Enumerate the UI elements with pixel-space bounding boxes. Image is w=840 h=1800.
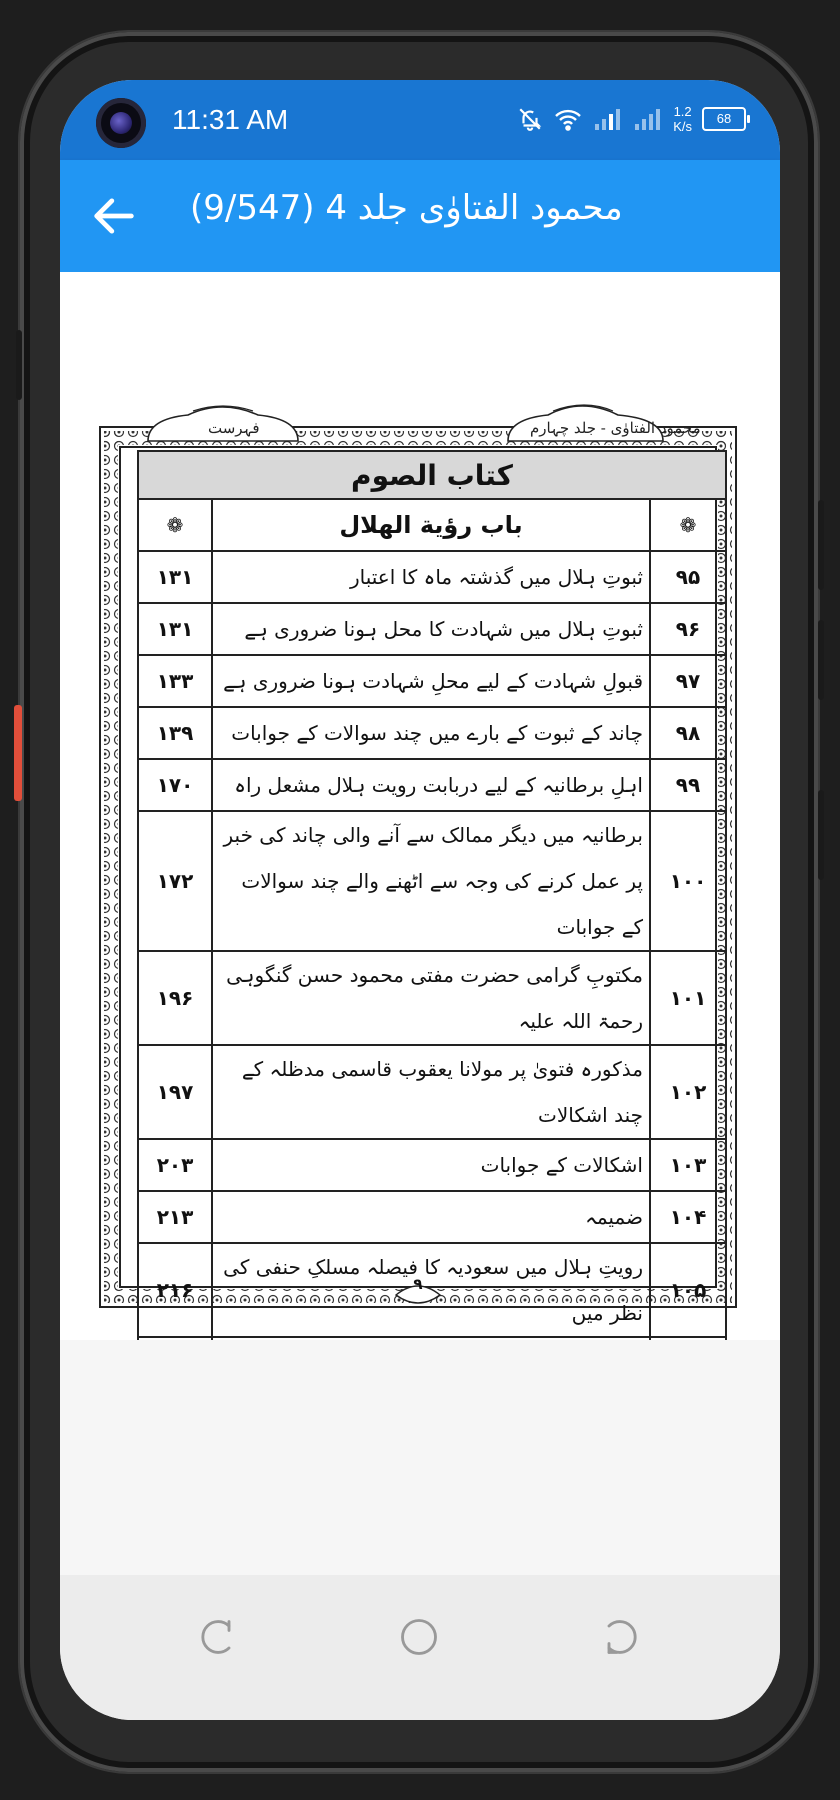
row-number: ۹۶ — [650, 603, 726, 655]
row-page: ۲۱۳ — [138, 1191, 212, 1243]
chapter-title: باب رؤية الهلال — [212, 499, 650, 551]
row-page: ۱۳۹ — [138, 707, 212, 759]
row-topic: مکتوبِ گرامی حضرت مفتی محمود حسن گنگوہی رحمۃ اللہ علیہ — [212, 951, 650, 1045]
row-topic: برطانیہ میں دیگر ممالک سے آنے والی چاند کی خبر پر عمل کرنے کی وجہ سے اٹھنے والے چند سوالات کے جوابات — [212, 811, 650, 951]
status-icons — [517, 96, 746, 142]
right-key — [818, 500, 824, 590]
row-topic: اشکالات کے جوابات — [212, 1139, 650, 1191]
document-viewer[interactable] — [60, 272, 780, 1575]
table-row — [138, 655, 726, 707]
row-topic: قبولِ شہادت کے لیے محلِ شہادت ہونا ضروری ہے — [212, 655, 650, 707]
table-row — [138, 811, 726, 951]
app-title: محمود الفتاوٰی جلد 4 (9/547) — [190, 188, 623, 228]
row-topic: ضمیمہ — [212, 1191, 650, 1243]
row-topic: مذکورہ فتویٰ پر مولانا یعقوب قاسمی مدظلہ کے چند اشکالات — [212, 1045, 650, 1139]
table-row — [138, 551, 726, 603]
row-topic: چاند کے ثبوت کے بارے میں چند سوالات کے جوابات — [212, 707, 650, 759]
row-number: ۱۰۴ — [650, 1191, 726, 1243]
right-key — [818, 790, 824, 880]
signal-icon — [593, 106, 623, 132]
navigation-bar — [60, 1575, 780, 1720]
table-row — [138, 951, 726, 1045]
row-number: ۱۰۳ — [650, 1139, 726, 1191]
table-row — [138, 1191, 726, 1243]
flower-ornament-icon: ❁ — [650, 499, 726, 551]
app-bar — [60, 160, 780, 272]
flower-ornament-icon: ❁ — [138, 499, 212, 551]
page-header-book: محمود الفتاوٰی - جلد چہارم — [530, 419, 701, 437]
book-title-row — [138, 451, 726, 499]
row-page: ۱۷۲ — [138, 811, 212, 951]
table-row — [138, 603, 726, 655]
row-number: ۱۰۰ — [650, 811, 726, 951]
row-page: ۱۷۰ — [138, 759, 212, 811]
row-number: ۹۸ — [650, 707, 726, 759]
network-speed-value: 1.2 — [673, 104, 692, 119]
row-number: ۹۵ — [650, 551, 726, 603]
row-page: ۲۰۳ — [138, 1139, 212, 1191]
screen — [60, 80, 780, 1720]
arrow-left-icon[interactable] — [88, 190, 140, 242]
row-page: ۱۳۳ — [138, 655, 212, 707]
home-icon[interactable] — [397, 1615, 441, 1659]
row-number: ۱۰۲ — [650, 1045, 726, 1139]
chapter-row — [138, 499, 726, 551]
wifi-icon — [553, 106, 583, 132]
camera-icon — [96, 98, 146, 148]
row-page: ۱۹۶ — [138, 951, 212, 1045]
back-nav-icon[interactable] — [598, 1615, 642, 1659]
battery-level: 68 — [716, 111, 732, 126]
row-page: ۱۳۱ — [138, 603, 212, 655]
row-number: ۱۰۱ — [650, 951, 726, 1045]
page-number: ۹ — [413, 1275, 423, 1293]
table-row — [138, 1139, 726, 1191]
right-key — [818, 620, 824, 700]
battery-icon — [702, 107, 746, 131]
row-topic: ثبوتِ ہلال میں گذشتہ ماہ کا اعتبار — [212, 551, 650, 603]
status-bar — [60, 80, 780, 160]
page-header-section: فہرست — [208, 419, 260, 437]
table-row — [138, 707, 726, 759]
row-page: ۱۳۱ — [138, 551, 212, 603]
row-page: ۲۱۶ — [138, 1243, 212, 1337]
row-topic: اہلِ برطانیہ کے لیے دربابت رویت ہلال مشعل راہ — [212, 759, 650, 811]
signal-icon — [633, 106, 663, 132]
book-page — [98, 397, 738, 1325]
row-number: ۱۰۵ — [650, 1243, 726, 1337]
row-number: ۹۹ — [650, 759, 726, 811]
side-key — [14, 705, 22, 801]
table-row — [138, 759, 726, 811]
mute-bell-icon — [517, 106, 543, 132]
book-title: كتاب الصوم — [138, 451, 726, 499]
row-topic: ثبوتِ ہلال میں شہادت کا محل ہونا ضروری ہے — [212, 603, 650, 655]
status-time: 11:31 AM — [172, 104, 289, 135]
page-gap — [60, 1340, 780, 1575]
recents-icon[interactable] — [196, 1615, 240, 1659]
row-number: ۹۷ — [650, 655, 726, 707]
table-row — [138, 1045, 726, 1139]
network-speed — [673, 104, 692, 134]
row-topic: رویتِ ہلال میں سعودیہ کا فیصلہ مسلکِ حنفی کی نظر میں — [212, 1243, 650, 1337]
network-speed-unit: K/s — [673, 119, 692, 134]
row-page: ۱۹۷ — [138, 1045, 212, 1139]
volume-button — [16, 330, 22, 400]
